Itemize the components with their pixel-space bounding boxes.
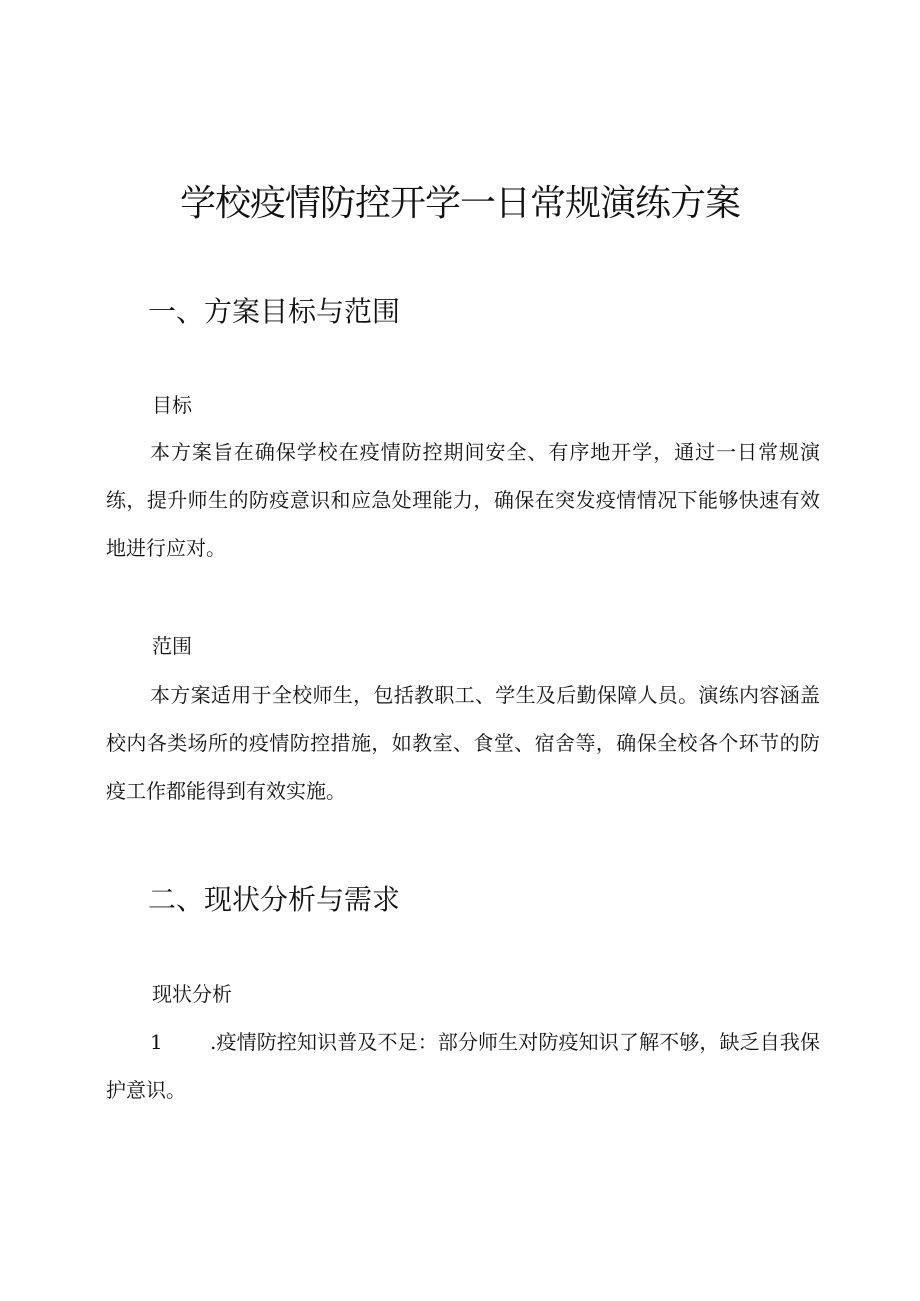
section-heading-goals-scope: 一、方案目标与范围 (148, 295, 401, 328)
subheading-goal: 目标 (152, 393, 192, 417)
list-item-number: 1 (150, 1030, 163, 1054)
list-item (106, 1018, 820, 1114)
section-heading-status-needs: 二、现状分析与需求 (148, 883, 401, 916)
paragraph-scope: 本方案适用于全校师生，包括教职工、学生及后勤保障人员。演练内容涵盖校内各类场所的疫情防控措施，如教室、食堂、宿舍等，确保全校各个环节的防疫工作都能得到有效实施。 (106, 683, 820, 803)
document-title: 学校疫情防控开学一日常规演练方案 (179, 183, 740, 224)
list-item-text: .疫情防控知识普及不足：部分师生对防疫知识了解不够，缺乏自我保护意识。 (106, 1030, 820, 1102)
paragraph-goal: 本方案旨在确保学校在疫情防控期间安全、有序地开学，通过一日常规演练，提升师生的防疫意识和应急处理能力，确保在突发疫情情况下能够快速有效地进行应对。 (106, 440, 820, 560)
subheading-status-analysis: 现状分析 (152, 982, 232, 1006)
subheading-scope: 范围 (152, 634, 192, 658)
